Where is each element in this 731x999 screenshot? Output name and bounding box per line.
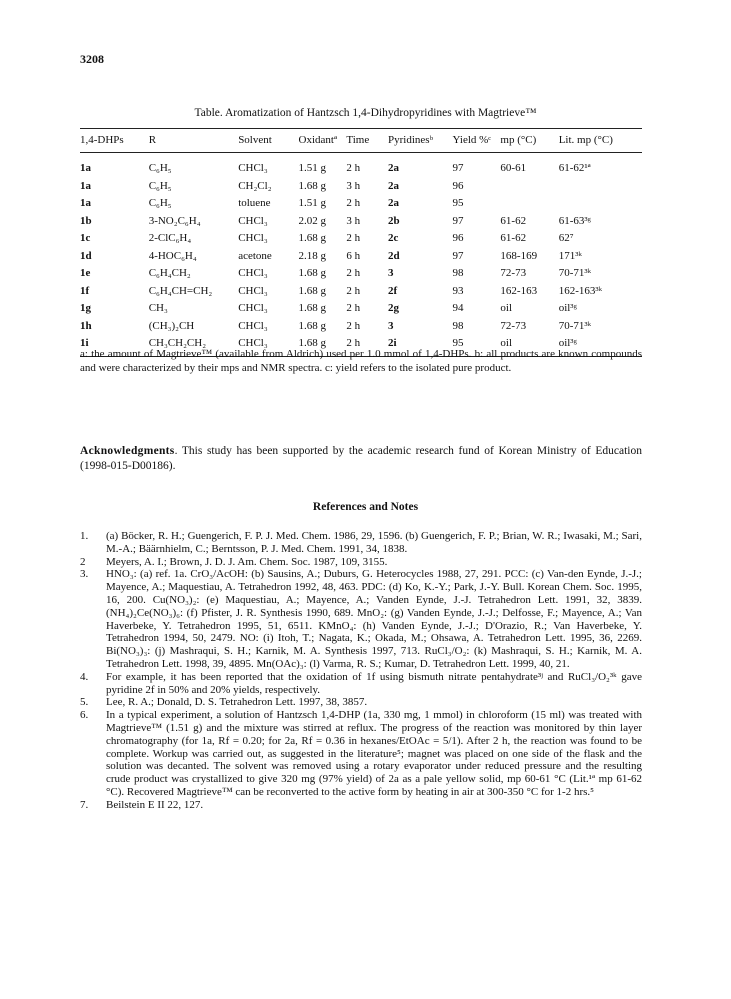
reference-item xyxy=(80,568,642,670)
table-row xyxy=(80,195,642,213)
reference-item xyxy=(80,556,642,569)
table-cell: 2 h xyxy=(346,197,361,210)
table-body xyxy=(80,153,642,357)
references-list xyxy=(80,530,642,812)
table-cell: 2 h xyxy=(346,319,361,332)
table-header-row xyxy=(80,129,642,153)
table-cell: CHCl₃ xyxy=(238,284,268,297)
table-cell: 2-ClC₆H₄ xyxy=(148,232,192,245)
reference-item xyxy=(80,530,642,556)
table-cell: 6 h xyxy=(346,249,361,262)
table-cell: C₆H₅ xyxy=(148,162,172,175)
table-cell: 168-169 xyxy=(500,249,538,262)
table-cell: 61-63³ᵍ xyxy=(558,214,591,227)
table-cell: 1.68 g xyxy=(298,302,327,315)
table-cell: 3 h xyxy=(346,214,361,227)
table-cell: 1a xyxy=(80,179,91,192)
table-cell: 2i xyxy=(388,335,453,356)
table-cell: CHCl₃ xyxy=(238,267,268,280)
table-row xyxy=(80,265,642,283)
table-cell: 1g xyxy=(80,302,91,315)
table-cell: CHCl₃ xyxy=(238,319,268,332)
table-row xyxy=(80,178,642,196)
table-cell: oil³ᵍ xyxy=(559,335,642,356)
column-header: Oxidantª xyxy=(299,129,347,153)
references-heading: References and Notes xyxy=(312,501,419,513)
reference-number: 6. xyxy=(80,709,89,722)
table-cell: 61-62¹ª xyxy=(558,162,591,175)
column-header: Time xyxy=(346,129,388,153)
table-cell: 1a xyxy=(80,162,91,175)
table-cell: CH₂Cl₂ xyxy=(238,179,272,192)
table-cell: 70-71³ᵏ xyxy=(558,319,592,332)
table-cell: 95 xyxy=(452,197,464,210)
reference-text: Meyers, A. I.; Brown, J. D. J. Am. Chem. Soc. 1987, 109, 3155. xyxy=(106,555,388,568)
reference-text: Beilstein E II 22, 127. xyxy=(106,798,204,811)
table-cell: C₆H₅ xyxy=(148,197,172,210)
table-cell: CHCl₃ xyxy=(238,162,268,175)
table-cell: 97 xyxy=(452,249,464,262)
table-row xyxy=(80,213,642,231)
table-cell: 162-163³ᵏ xyxy=(558,284,603,297)
table-cell: 1.68 g xyxy=(298,319,327,332)
table-cell: oil xyxy=(500,302,513,315)
table-cell: 162-163 xyxy=(500,284,538,297)
table-cell: 1d xyxy=(80,249,92,262)
reference-number: 3. xyxy=(80,568,89,581)
table-cell: 1.51 g xyxy=(298,197,327,210)
table-cell: 62⁷ xyxy=(558,232,574,245)
table-cell: 97 xyxy=(452,162,464,175)
table-cell: 2 h xyxy=(346,267,361,280)
table-cell: 2f xyxy=(388,284,398,297)
table-cell: 96 xyxy=(452,179,464,192)
table-cell: 1f xyxy=(80,284,90,297)
table-cell: 2 h xyxy=(346,302,361,315)
table-cell: 93 xyxy=(452,284,464,297)
table-cell xyxy=(500,178,558,196)
reference-number: 4. xyxy=(80,670,89,683)
table-cell: CHCl₃ xyxy=(238,335,298,356)
table-cell: 1.68 g xyxy=(298,232,327,245)
reference-item xyxy=(80,671,642,697)
table-cell: 2d xyxy=(388,249,400,262)
table-cell: 3 xyxy=(388,319,394,332)
column-header: Solvent xyxy=(238,129,298,153)
table-cell: 3-NO₂C₆H₄ xyxy=(148,214,201,227)
column-header: 1,4-DHPs xyxy=(80,129,149,153)
table-cell: toluene xyxy=(238,197,271,210)
table-cell: 1h xyxy=(80,319,92,332)
reference-item xyxy=(80,709,642,799)
table-cell: CHCl₃ xyxy=(238,302,268,315)
table-cell: 2.02 g xyxy=(298,214,327,227)
table-cell: 2a xyxy=(388,197,400,210)
table-cell: C₆H₄CH=CH₂ xyxy=(148,284,213,297)
table-cell: CHCl₃ xyxy=(238,232,268,245)
table-cell: 1c xyxy=(80,232,91,245)
table-caption: Table. Aromatization of Hantzsch 1,4-Dihydropyridines with Magtrieve™ xyxy=(194,107,537,119)
table-cell: 3 xyxy=(388,267,394,280)
table-cell: 1e xyxy=(80,267,91,280)
table-row xyxy=(80,153,642,178)
table-cell: 2a xyxy=(388,179,400,192)
table-cell: C₆H₅ xyxy=(148,179,172,192)
table-cell: 2b xyxy=(388,214,400,227)
reference-text: (a) Böcker, R. H.; Guengerich, F. P. J. Med. Chem. 1986, 29, 1596. (b) Guengerich, F. P.; Brian, W. R.; Iwasaki, M.; Sari, M.-A.; Bäärnhielm, C.; Berntsson, P. J. Med. Chem. 1991, 34, 1838. xyxy=(106,530,642,555)
table-cell: 1.68 g xyxy=(298,267,327,280)
table-cell: 171³ᵏ xyxy=(558,249,582,262)
table-cell: 98 xyxy=(452,319,464,332)
table-cell: 2.18 g xyxy=(298,249,327,262)
column-header: mp (°C) xyxy=(500,129,558,153)
table-cell: 97 xyxy=(452,214,464,227)
table-row xyxy=(80,230,642,248)
table-cell: 61-62 xyxy=(500,214,527,227)
table-cell: 2 h xyxy=(346,232,361,245)
table-cell: 1.68 g xyxy=(299,335,347,356)
table-cell: 94 xyxy=(452,302,464,315)
table-cell: (CH₃)₂CH xyxy=(148,319,195,332)
reference-text: For example, it has been reported that the oxidation of 1f using bismuth nitrate pentahydrate³ʲ and RuCl₃/O₂³ᵏ gave pyridine 2f in 50% and 20% yields, respectively. xyxy=(106,670,642,696)
table-cell xyxy=(559,195,642,213)
table-cell: 61-62 xyxy=(500,232,527,245)
reference-item xyxy=(80,799,642,812)
table-cell: 1i xyxy=(80,335,149,356)
table-cell: 70-71³ᵏ xyxy=(558,267,592,280)
table-row xyxy=(80,283,642,301)
table-cell: 60-61 xyxy=(500,162,527,175)
table-cell: 2a xyxy=(388,162,400,175)
acknowledgments-text: . This study has been supported by the academic research fund of Korean Ministry of Education (1998-015-D00186). xyxy=(80,445,642,472)
table-row xyxy=(80,300,642,318)
column-header: Yield %ᶜ xyxy=(453,129,501,153)
table-cell: 1.68 g xyxy=(298,284,327,297)
table-cell: 72-73 xyxy=(500,319,527,332)
table-cell: CH₃ xyxy=(148,302,168,315)
reference-number: 2 xyxy=(80,555,86,568)
table-cell: 98 xyxy=(452,267,464,280)
table-cell: C₆H₄CH₂ xyxy=(148,267,191,280)
reference-number: 7. xyxy=(80,798,89,811)
table-cell: acetone xyxy=(238,249,272,262)
reference-text: Lee, R. A.; Donald, D. S. Tetrahedron Lett. 1997, 38, 3857. xyxy=(106,696,368,709)
table-cell: 95 xyxy=(453,335,501,356)
reference-number: 5. xyxy=(80,696,89,709)
reference-text: In a typical experiment, a solution of Hantzsch 1,4-DHP (1a, 330 mg, 1 mmol) in chloroform (15 ml) was treated with Magtrieve™ (1.51 g) and the mixture was stirred at reflux. The progress of the reaction was monitored by thin layer chromatography (for 1a, Rf = 0.20; for 2a, Rf = 0.36 in hexanes/EtOAc = 5/1). After 2 h, the reaction was found to be complete. Workup was carried out, as suggested in the literature⁵; magnet was placed on one side of the flask and the solution was decanted. The solvent was removed using a rotary evaporator under reduced pressure and the resulting crude product was crystallized to give 320 mg (97% yield) of 2a as a pale yellow solid, mp 60-61 °C (Lit.¹ª mp 61-62 °C). Recovered Magtrieve™ can be reconverted to the active form by heating in air at 300-350 °C for 1-2 hrs.⁵ xyxy=(106,709,642,798)
reference-number: 1. xyxy=(80,530,89,542)
column-header: Lit. mp (°C) xyxy=(559,129,642,153)
table-cell: 2 h xyxy=(346,284,361,297)
acknowledgments xyxy=(80,444,642,474)
table-cell: 96 xyxy=(452,232,464,245)
table-cell: 1.68 g xyxy=(298,179,327,192)
table-cell: 72-73 xyxy=(500,267,527,280)
aromatization-table xyxy=(80,128,642,357)
table-cell: 2 h xyxy=(346,335,388,356)
acknowledgments-label: Acknowledgments xyxy=(80,445,175,457)
table-cell: 4-HOC₆H₄ xyxy=(148,249,197,262)
table-cell: 2 h xyxy=(346,162,361,175)
table-cell: oil³ᵍ xyxy=(558,302,577,315)
column-header: R xyxy=(149,129,239,153)
table-row xyxy=(80,248,642,266)
reference-item xyxy=(80,696,642,709)
table-cell: 1b xyxy=(80,214,92,227)
column-header: Pyridinesᵇ xyxy=(388,129,453,153)
table-row xyxy=(80,318,642,336)
page-number: 3208 xyxy=(80,52,104,66)
table-cell: 2c xyxy=(388,232,399,245)
table-cell: CHCl₃ xyxy=(238,214,268,227)
table-cell: CH₃CH₂CH₂ xyxy=(149,335,239,356)
reference-text: HNO₃: (a) ref. 1a. CrO₃/AcOH: (b) Sausins, A.; Duburs, G. Heterocycles 1988, 27, 291. PCC: (c) Van-den Eynde, J.-J.; Mayence, A.; Maquestiau, A. Tetrahedron 1992, 48, 463. PDC: (d) Ko, K.-Y.; Park, J.-Y. Bull. Korean Chem. Soc. 1995, 16, 200. Cu(NO₃)₂: (e) Maquestiau, A.; Mayence, A.; Vanden Eynde, J.-J. Tetrahedron Lett. 1991, 32, 3839. (NH₄)₂Ce(NO₃)₆: (f) Pfister, J. R. Synthesis 1990, 689. MnO₂: (g) Vanden Eynde, J.-J.; Delfosse, F.; Mayence, A.; Van Haverbeke, Y. Tetrahedron 1995, 51, 6511. KMnO₄: (h) Vanden Eynde, J.-J.; D'Orazio, R.; Van Haverbeke, Y. Tetrahedron 1994, 50, 2479. NO: (i) Itoh, T.; Nagata, K.; Okada, M.; Ohsawa, A. Tetrahedron Lett. 1995, 36, 2269. Bi(NO₃)₃: (j) Mashraqui, S. H.; Karnik, M. A. Synthesis 1997, 713. RuCl₃/O₂: (k) Mashraqui, S. H.; Karnik, M. A. Tetrahedron Lett. 1998, 39, 4895. Mn(OAc)₃: (l) Varma, R. S.; Kumar, D. Tetrahedron Lett. 1999, 40, 21. xyxy=(106,568,642,670)
table-cell: 3 h xyxy=(346,179,361,192)
table-footnote: a: the amount of Magtrieve™ (available from Aldrich) used per 1.0 mmol of 1,4-DHPs. b: all products are known compounds and were characterized by their mps and NMR spectra. c: yield refers to the isolated pure product. xyxy=(80,348,642,374)
table-cell: 2g xyxy=(388,302,400,315)
table-cell: oil xyxy=(500,335,558,356)
table-cell xyxy=(559,178,642,196)
table-cell: 1a xyxy=(80,197,91,210)
table-cell: 1.51 g xyxy=(298,162,327,175)
table-cell xyxy=(500,195,558,213)
